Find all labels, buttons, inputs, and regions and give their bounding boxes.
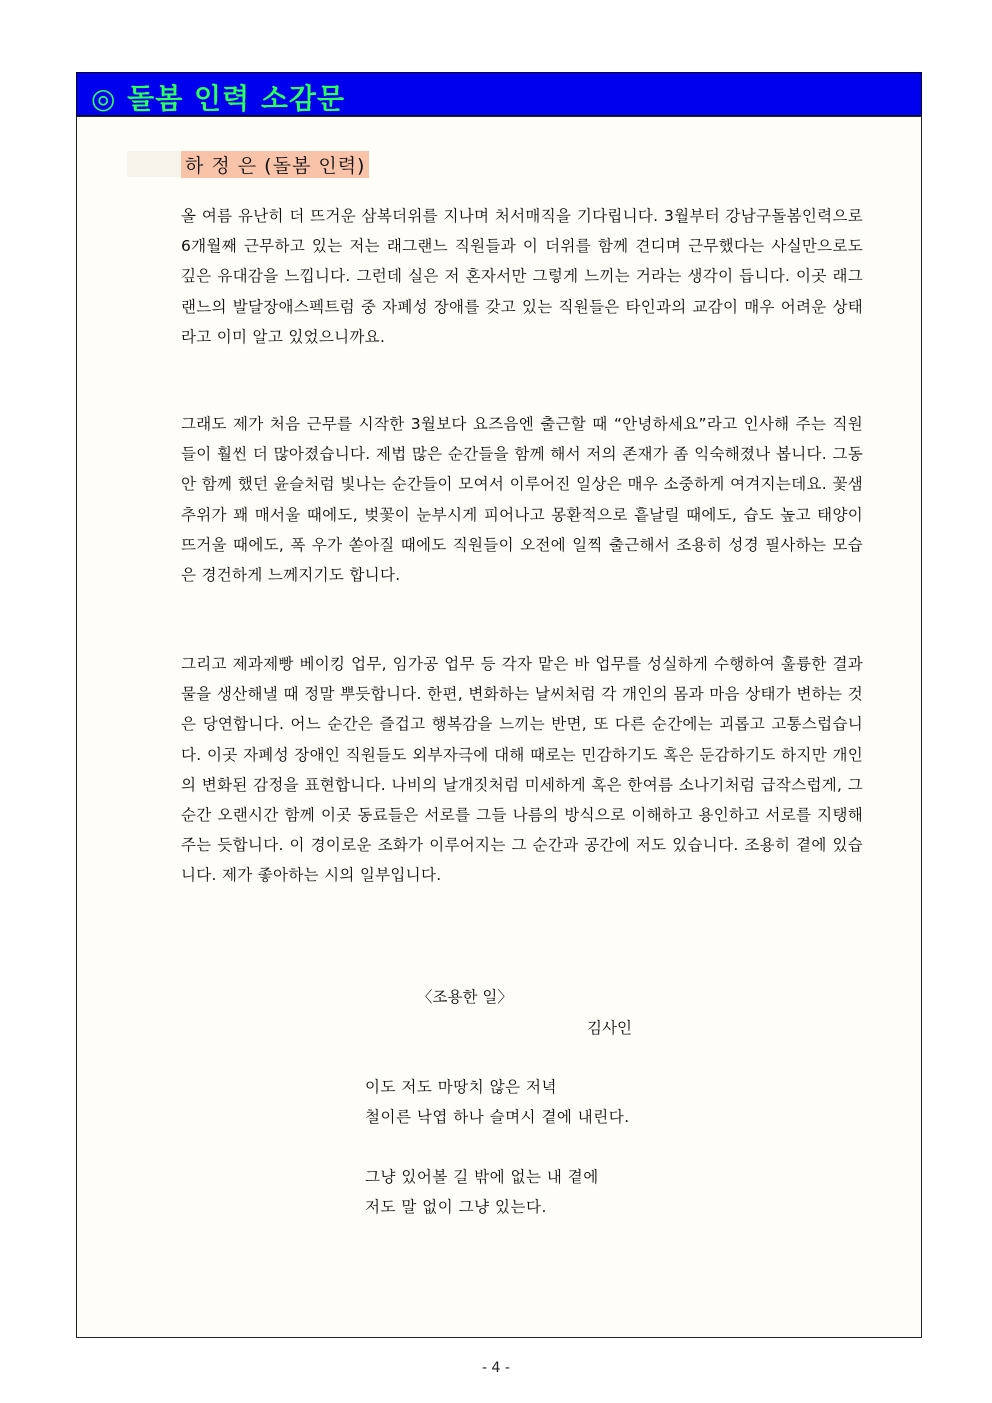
poem-title: 〈조용한 일〉 (417, 988, 513, 1006)
section-title-bar (76, 72, 922, 116)
poem-line: 철이른 낙엽 하나 슬며시 곁에 내린다. (365, 1108, 630, 1126)
content-box (76, 116, 922, 1338)
author-indent-marker (127, 151, 181, 177)
paragraph-2: 그래도 제가 처음 근무를 시작한 3월보다 요즈음엔 출근할 때 “안녕하세요”라고 인사해 주는 직원들이 훨씬 더 많아졌습니다. 제법 많은 순간들을 함께 해서 저의 존재가 좀 익숙해졌나 봅니다. 그동안 함께 했던 윤슬처럼 빛나는 순간들이 모여서 이루어진 일상은 매우 소중하게 여겨지는데요. 꽃샘 추위가 꽤 매서울 때에도, 벚꽃이 눈부시게 피어나고 몽환적으로 흩날릴 때에도, 습도 높고 태양이 뜨거울 때에도, 폭 우가 쏟아질 때에도 직원들이 오전에 일찍 출근해서 조용히 성경 필사하는 모습은 경건하게 느께지기도 합니다. (181, 415, 863, 585)
poem-line: 이도 저도 마땅치 않은 저녁 (365, 1078, 557, 1096)
author-heading: 하 정 은 (돌봄 인력) (181, 151, 369, 178)
poem-author: 김사인 (587, 1019, 632, 1037)
poem-line: 그냥 있어볼 길 밖에 없는 내 곁에 (365, 1168, 599, 1186)
section-title: ◎ 돌봄 인력 소감문 (91, 82, 346, 115)
paragraph-3: 그리고 제과제빵 베이킹 업무, 임가공 업무 등 각자 맡은 바 업무를 성실하게 수행하여 훌륭한 결과물을 생산해낼 때 정말 뿌듯합니다. 한편, 변화하는 날씨처럼 각 개인의 몸과 마음 상태가 변하는 것은 당연합니다. 어느 순간은 즐겁고 행복감을 느끼는 반면, 또 다른 순간에는 괴롭고 고통스럽습니다. 이곳 자폐성 장애인 직원들도 외부자극에 대해 때로는 민감하기도 혹은 둔감하기도 하지만 개인의 변화된 감정을 표현합니다. 나비의 날개짓처럼 미세하게 혹은 한여름 소나기처럼 급작스럽게, 그순간 오랜시간 함께 이곳 동료들은 서로를 그들 나름의 방식으로 이해하고 용인하고 서로를 지탱해주는 듯합니다. 이 경이로운 조화가 이루어지는 그 순간과 공간에 저도 있습니다. 조용히 곁에 있습니다. 제가 좋아하는 시의 일부입니다. (181, 655, 863, 885)
poem-line: 저도 말 없이 그냥 있는다. (365, 1198, 547, 1216)
page-number: - 4 - (482, 1360, 510, 1376)
paragraph-1: 올 여름 유난히 더 뜨거운 삼복더위를 지나며 처서매직을 기다립니다. 3월부터 강남구돌봄인력으로 6개월째 근무하고 있는 저는 래그랜느 직원들과 이 더위를 함께 견디며 근무했다는 사실만으로도 깊은 유대감을 느낍니다. 그런데 실은 저 혼자서만 그렇게 느끼는 거라는 생각이 듭니다. 이곳 래그랜느의 발달장애스펙트럼 중 자폐성 장애를 갖고 있는 직원들은 타인과의 교감이 매우 어려운 상태라고 이미 알고 있었으니까요. (181, 207, 863, 346)
